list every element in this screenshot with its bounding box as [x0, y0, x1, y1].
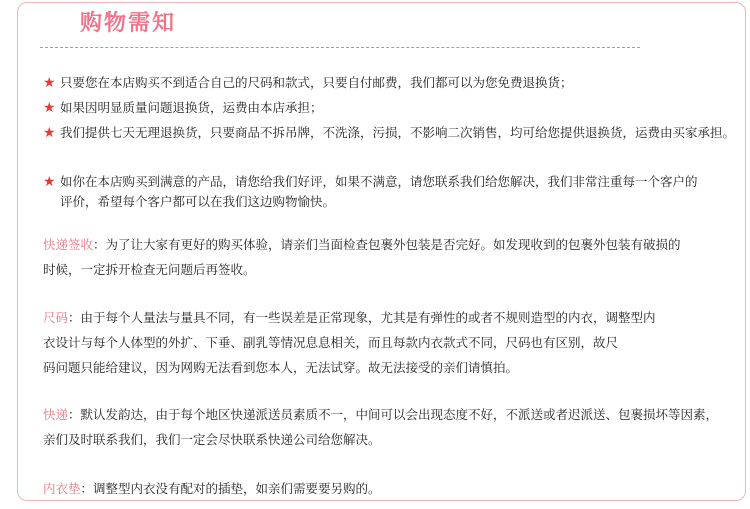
section-text: ：默认发韵达，由于每个地区快递派送员素质不一，中间可以会出现态度不好，不派送或者迟派送、包裹损坏等因素，	[68, 407, 719, 422]
notice-text: 如你在本店购买到满意的产品，请您给我们好评，如果不满意，请您联系我们给您解决，我们非常注重每一个客户的	[60, 174, 698, 189]
section-size	[43, 305, 656, 380]
notice-item	[43, 172, 698, 212]
section-label: 快递	[43, 407, 69, 422]
section-shipping	[43, 402, 718, 452]
notice-item	[43, 98, 323, 118]
star-icon: ★	[43, 75, 56, 91]
section-express-signing	[43, 232, 681, 282]
notice-text: 如果因明显质量问题退换货，运费由本店承担；	[60, 100, 323, 115]
section-text: ：调整型内衣没有配对的插垫，如亲们需要要另购的。	[80, 481, 381, 496]
section-label: 尺码	[43, 310, 69, 325]
section-text: ：为了让大家有更好的购买体验，请亲们当面检查包裹外包装是否完好。如发现收到的包裹外包装有破损的	[93, 237, 681, 252]
star-icon: ★	[43, 125, 56, 141]
notice-card	[17, 2, 746, 501]
notice-text: 只要您在本店购买不到适合自己的尺码和款式，只要自付邮费，我们都可以为您免费退换货；	[60, 75, 573, 90]
star-icon: ★	[43, 100, 56, 116]
section-text: 码问题只能给建议，因为网购无法看到您本人，无法试穿。故无法接受的亲们请慎拍。	[43, 360, 519, 375]
section-text: 亲们及时联系我们，我们一定会尽快联系快递公司给您解决。	[43, 432, 381, 447]
notice-item	[43, 123, 735, 143]
section-text: 衣设计与每个人体型的外扩、下垂、副乳等情况息息相关，而且每款内衣款式不同，尺码也有区别，故尺	[43, 335, 619, 350]
section-text: 时候，一定拆开检查无问题后再签收。	[43, 262, 256, 277]
notice-text: 我们提供七天无理退换货，只要商品不拆吊牌，不洗涤，污损，不影响二次销售，均可给您提供退换货，运费由买家承担。	[60, 125, 736, 140]
section-text: ：由于每个人量法与量具不同，有一些误差是正常现象，尤其是有弹性的或者不规则造型的内衣，调整型内	[68, 310, 656, 325]
page-title: 购物需知	[80, 11, 177, 36]
notice-item	[43, 73, 573, 93]
star-icon: ★	[43, 174, 56, 190]
section-label: 内衣垫	[43, 481, 81, 496]
section-pads	[43, 476, 381, 501]
notice-text-continuation: 评价，希望每个客户都可以在我们这边购物愉快。	[60, 194, 336, 209]
title-divider	[40, 47, 640, 48]
section-label: 快递签收	[43, 237, 94, 252]
